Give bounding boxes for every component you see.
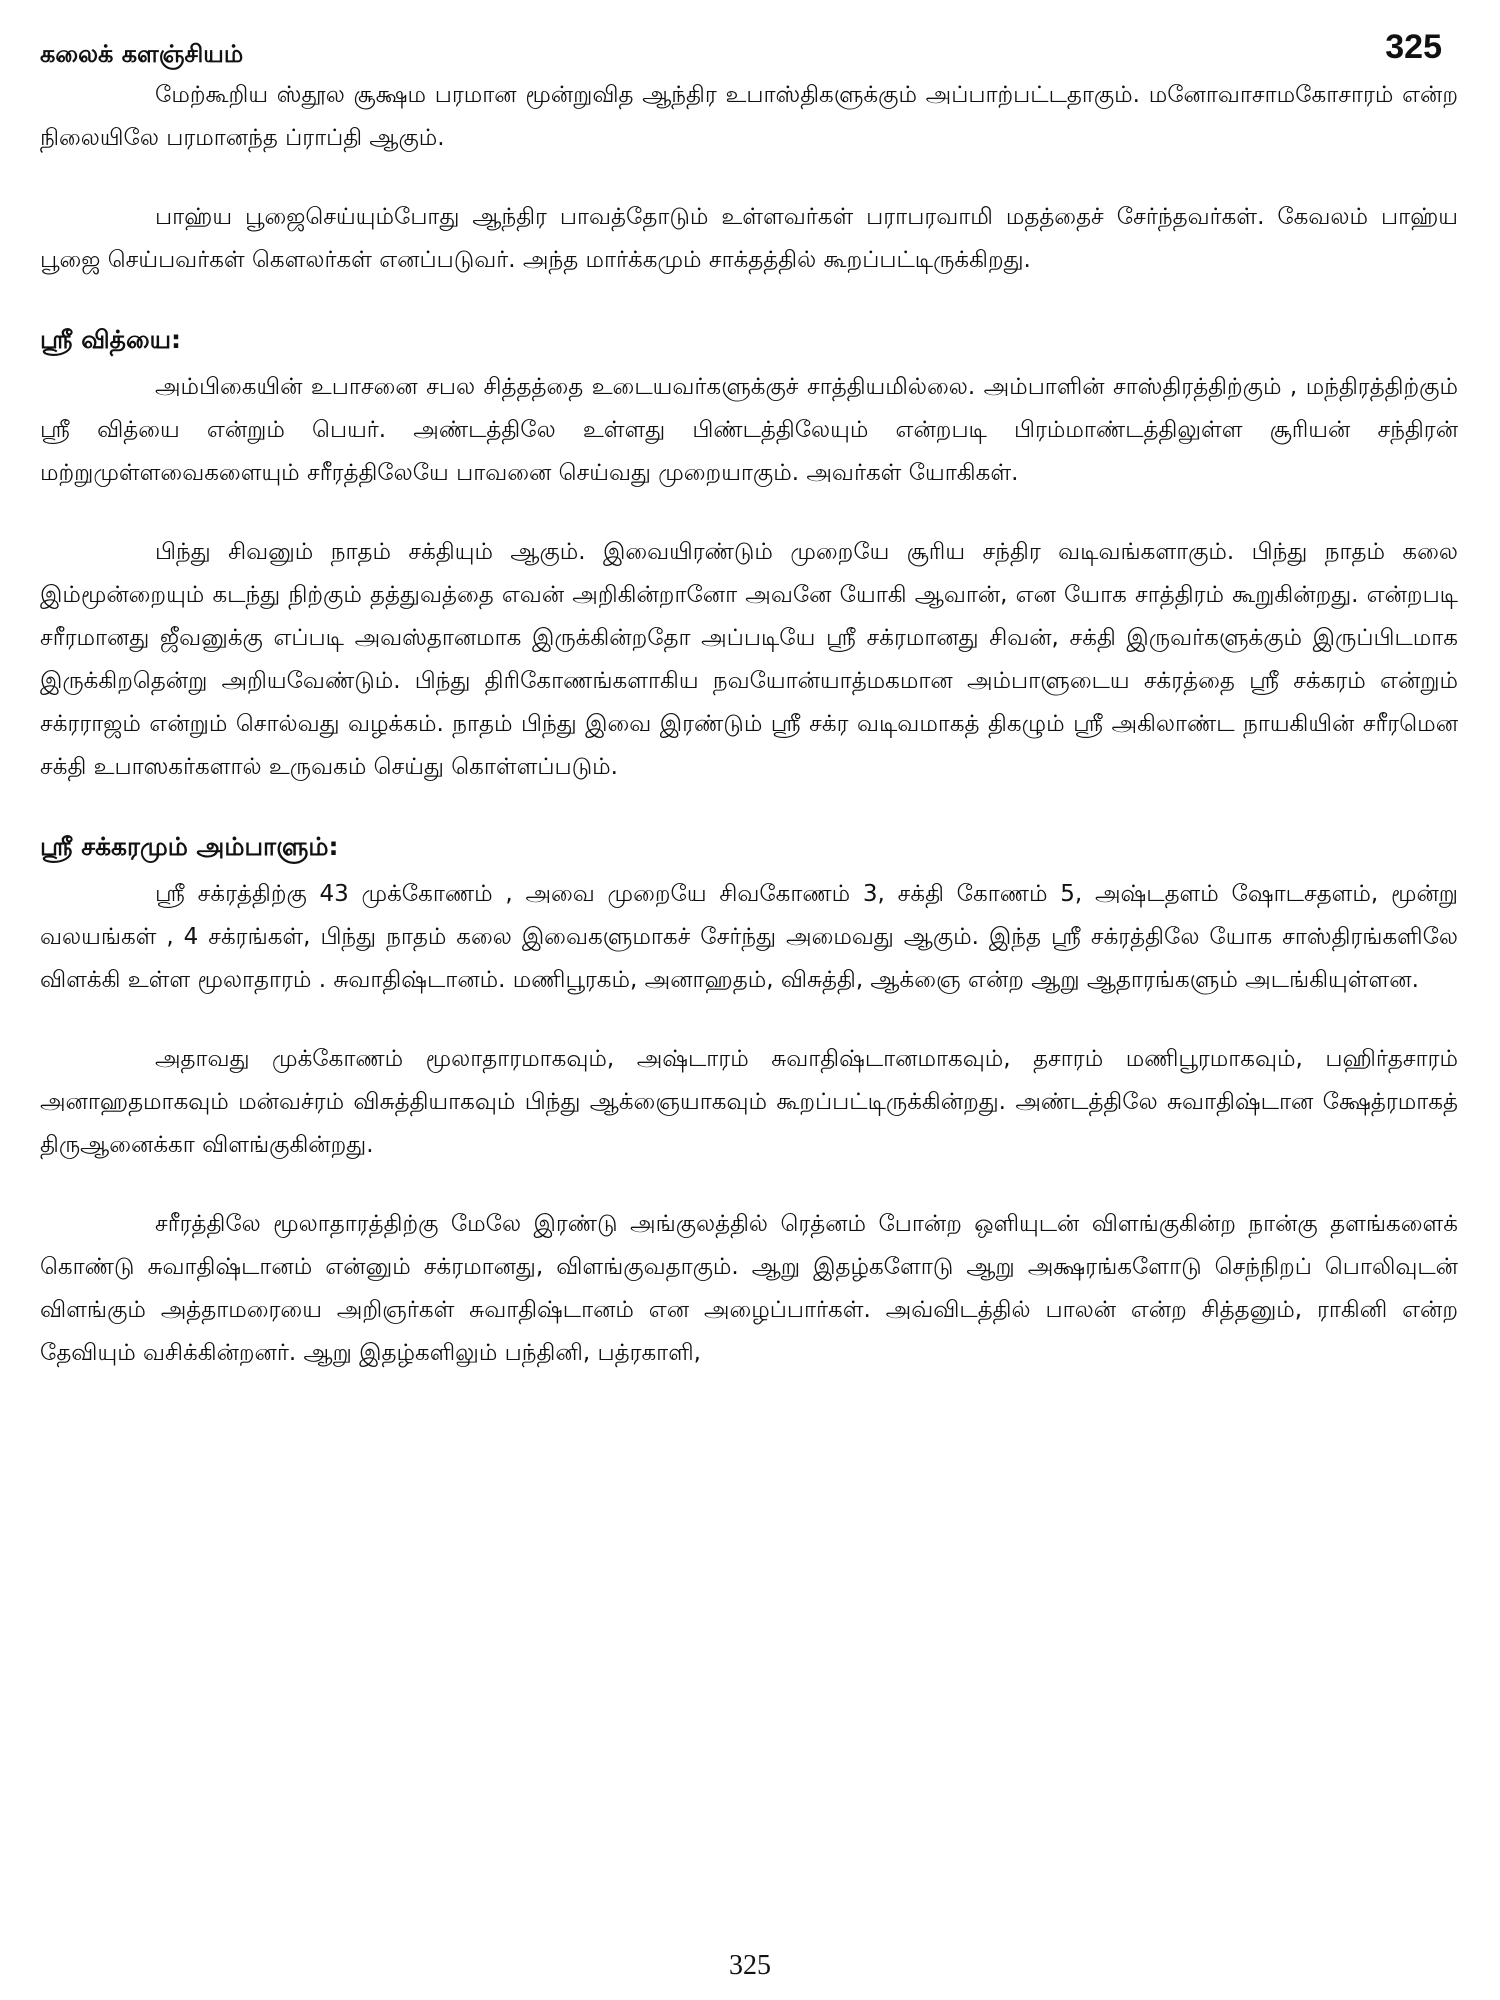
paragraph-2: பாஹ்ய பூஜைசெய்யும்போது ஆந்திர பாவத்தோடும் உள்ளவர்கள் பராபரவாமி மதத்தைச் சேர்ந்தவர்கள். கேவலம் பாஹ்ய பூஜை செய்பவர்கள் கௌலர்கள் எனப்படுவர். அந்த மார்க்கமும் சாக்தத்தில் கூறப்பட்டிருக்கிறது. xyxy=(40,204,1458,273)
paragraph-3: அம்பிகையின் உபாசனை சபல சித்தத்தை உடையவர்களுக்குச் சாத்தியமில்லை. அம்பாளின் சாஸ்திரத்திற்கும் , மந்திரத்திற்கும் ஸ்ரீ வித்யை என்றும் பெயர். அண்டத்திலே உள்ளது பிண்டத்திலேயும் என்றபடி பிரம்மாண்டத்திலுள்ள சூரியன் சந்திரன் மற்றுமுள்ளவைகளையும் சரீரத்திலேயே பாவனை செய்வது முறையாகும். அவர்கள் யோகிகள். xyxy=(40,374,1458,486)
paragraph-4: பிந்து சிவனும் நாதம் சக்தியும் ஆகும். இவையிரண்டும் முறையே சூரிய சந்திர வடிவங்களாகும். பிந்து நாதம் கலை இம்மூன்றையும் கடந்து நிற்கும் தத்துவத்தை எவன் அறிகின்றானோ அவனே யோகி ஆவான், என யோக சாத்திரம் கூறுகின்றது. என்றபடி சரீரமானது ஜீவனுக்கு எப்படி அவஸ்தானமாக இருக்கின்றதோ அப்படியே ஸ்ரீ சக்ரமானது சிவன், சக்தி இருவர்களுக்கும் இருப்பிடமாக இருக்கிறதென்று அறியவேண்டும். பிந்து திரிகோணங்களாகிய நவயோன்யாத்மகமான அம்பாளுடைய சக்ரத்தை ஸ்ரீ சக்கரம் என்றும் சக்ரராஜம் என்றும் சொல்வது வழக்கம். நாதம் பிந்து இவை இரண்டும் ஸ்ரீ சக்ர வடிவமாகத் திகழும் ஸ்ரீ அகிலாண்ட நாயகியின் சரீரமென சக்தி உபாஸகர்களால் உருவகம் செய்து கொள்ளப்படும். xyxy=(40,539,1458,780)
page-body xyxy=(40,74,1458,1411)
footer-page-number: 325 xyxy=(729,1950,771,1981)
paragraph-5: ஸ்ரீ சக்ரத்திற்கு 43 முக்கோணம் , அவை முறையே சிவகோணம் 3, சக்தி கோணம் 5, அஷ்டதளம் ஷோடசதளம், மூன்று வலயங்கள் , 4 சக்ரங்கள், பிந்து நாதம் கலை இவைகளுமாகச் சேர்ந்து அமைவது ஆகும். இந்த ஸ்ரீ சக்ரத்திலே யோக சாஸ்திரங்களிலே விளக்கி உள்ள மூலாதாரம் . சுவாதிஷ்டானம். மணிபூரகம், அனாஹதம், விசுத்தி, ஆக்ஞை என்ற ஆறு ஆதாரங்களும் அடங்கியுள்ளன. xyxy=(40,881,1458,993)
section-heading-sri-vidya: ஸ்ரீ வித்யை: xyxy=(40,325,182,354)
running-header-title: கலைக் களஞ்சியம் xyxy=(40,40,244,68)
section-heading-sri-chakra: ஸ்ரீ சக்கரமும் அம்பாளும்: xyxy=(40,832,339,861)
paragraph-7: சரீரத்திலே மூலாதாரத்திற்கு மேலே இரண்டு அங்குலத்தில் ரெத்னம் போன்ற ஒளியுடன் விளங்குகின்ற நான்கு தளங்களைக் கொண்டு சுவாதிஷ்டானம் என்னும் சக்ரமானது, விளங்குவதாகும். ஆறு இதழ்களோடு ஆறு அக்ஷரங்களோடு செந்நிறப் பொலிவுடன் விளங்கும் அத்தாமரையை அறிஞர்கள் சுவாதிஷ்டானம் என அழைப்பார்கள். அவ்விடத்தில் பாலன் என்ற சித்தனும், ராகினி என்ற தேவியும் வசிக்கின்றனர். ஆறு இதழ்களிலும் பந்தினி, பத்ரகாளி, xyxy=(40,1211,1458,1366)
paragraph-6: அதாவது முக்கோணம் மூலாதாரமாகவும், அஷ்டாரம் சுவாதிஷ்டானமாகவும், தசாரம் மணிபூரமாகவும், பஹிர்தசாரம் அனாஹதமாகவும் மன்வச்ரம் விசுத்தியாகவும் பிந்து ஆக்ஞையாகவும் கூறப்பட்டிருக்கின்றது. அண்டத்திலே சுவாதிஷ்டான க்ஷேத்ரமாகத் திருஆனைக்கா விளங்குகின்றது. xyxy=(40,1046,1458,1158)
header-page-number: 325 xyxy=(1385,28,1442,66)
paragraph-1: மேற்கூறிய ஸ்தூல சூக்ஷம பரமான மூன்றுவித ஆந்திர உபாஸ்திகளுக்கும் அப்பாற்பட்டதாகும். மனோவாசாமகோசாரம் என்ற நிலையிலே பரமானந்த ப்ராப்தி ஆகும். xyxy=(40,82,1458,151)
